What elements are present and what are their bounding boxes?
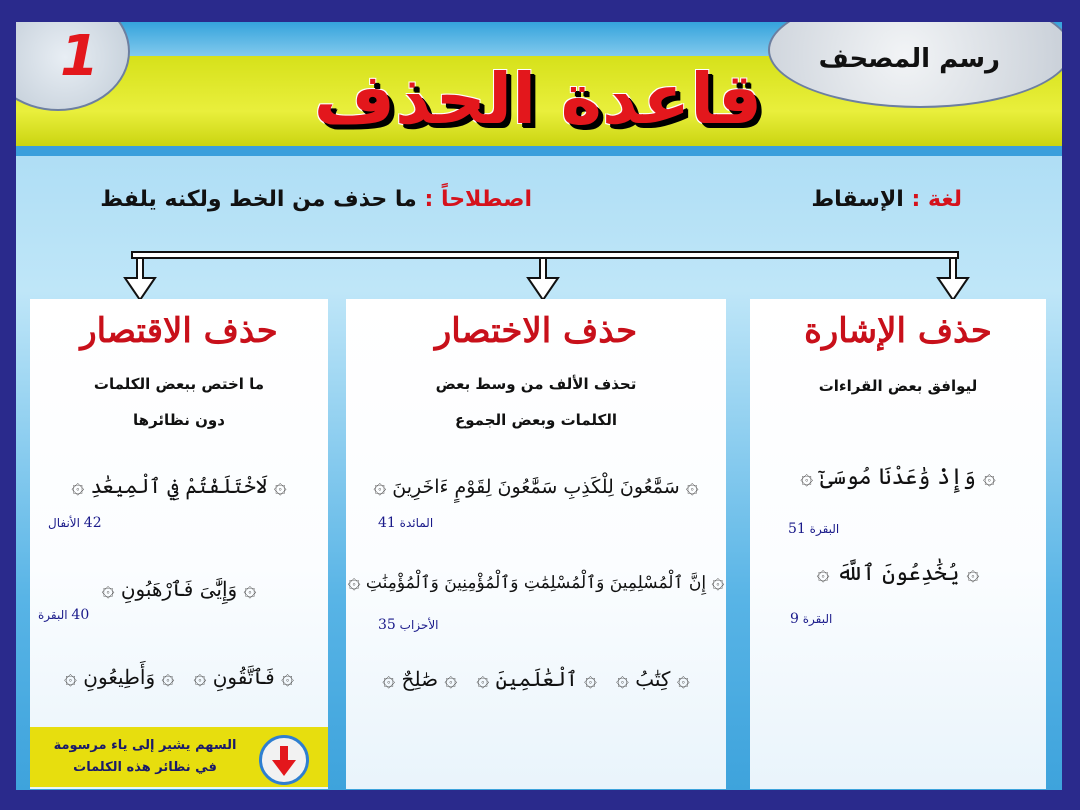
definition-language-value: الإسقاط <box>811 187 904 212</box>
verse-text: إِنَّ ٱلْمُسْلِمِينَ وَٱلْمُسْلِمَٰتِ وَٱلْمُؤْمِنِينَ وَٱلْمُؤْمِنَٰتِ <box>365 573 707 593</box>
ayah-number: 40 <box>71 607 90 623</box>
ornament-icon: ۞ <box>193 665 207 690</box>
arrow-note-line-1: السهم يشير إلى ياء مرسومة <box>53 738 237 753</box>
ornament-icon: ۞ <box>373 474 387 499</box>
arrow-note <box>30 727 328 787</box>
surah-name: الأحزاب <box>399 618 439 632</box>
ornament-icon: ۞ <box>281 665 294 690</box>
panel-iqtisar-title: حذف الاقتصار <box>80 311 278 351</box>
ornament-icon: ۞ <box>816 561 830 586</box>
panel-iqtisar-verse-2 <box>30 577 328 602</box>
panel-iqtisar-description-1: ما اختص ببعض الكلمات <box>93 375 265 393</box>
down-arrow-icon <box>259 735 309 785</box>
word-text: صَٰلِحٌ <box>401 667 439 691</box>
arrow-note-line-2: في نظائر هذه الكلمات <box>73 760 217 775</box>
ayah-number: 41 <box>378 515 396 531</box>
ayah-number: 51 <box>788 521 806 537</box>
panel-iqtisar <box>30 299 328 789</box>
ornament-icon: ۞ <box>243 577 257 602</box>
ornament-icon: ۞ <box>676 667 690 692</box>
panel-iqtisar-verse-1-ref <box>48 515 112 531</box>
panel-ishara <box>750 299 1046 789</box>
ornament-icon: ۞ <box>444 667 458 692</box>
ornament-icon: ۞ <box>161 665 175 690</box>
verse-text: يُخَٰدِعُونَ ٱللَّهَ <box>836 561 960 586</box>
word-text: فَٱتَّقُونِ <box>212 665 275 689</box>
panel-ikhtisar <box>346 299 726 789</box>
panel-iqtisar-words <box>30 665 328 690</box>
ornament-icon: ۞ <box>347 569 361 594</box>
ornament-icon: ۞ <box>71 474 85 499</box>
verse-text: وَإِذْ وَٰعَدْنَا مُوسَىٰٓ <box>820 465 976 490</box>
definition-language <box>811 187 962 212</box>
corner-label: رسم المصحف <box>818 44 1000 74</box>
ornament-icon: ۞ <box>101 577 115 602</box>
ornament-icon: ۞ <box>273 474 287 499</box>
word-text: وَأَطِيعُونِ <box>83 665 156 689</box>
ayah-number: 35 <box>378 617 396 633</box>
panel-iqtisar-description-2: دون نظائرها <box>133 411 225 429</box>
definition-language-label: لغة : <box>911 187 962 212</box>
verse-text: سَمَّٰعُونَ لِلْكَذِبِ سَمَّٰعُونَ لِقَوْمٍ ءَاخَرِينَ <box>392 476 680 498</box>
surah-name: البقرة <box>802 612 833 626</box>
arrow-left <box>125 258 155 300</box>
panel-iqtisar-verse-2-ref <box>38 607 99 623</box>
word-text: كِتَٰبُ <box>635 667 671 691</box>
arrow-right <box>938 258 968 300</box>
surah-name: الأنفال <box>48 516 80 530</box>
ornament-icon: ۞ <box>685 474 699 499</box>
ornament-icon: ۞ <box>382 667 396 692</box>
definition-term <box>100 187 532 212</box>
word-text: ٱلْعَٰلَمِينَ <box>495 667 578 691</box>
ornament-icon: ۞ <box>982 465 996 490</box>
panel-ikhtisar-verse-1-ref <box>364 515 433 531</box>
panel-ishara-title: حذف الإشارة <box>804 311 992 351</box>
surah-name: البقرة <box>809 522 840 536</box>
panel-ikhtisar-description-2: الكلمات وبعض الجموع <box>454 411 617 429</box>
arrow-middle <box>528 258 558 300</box>
panel-ikhtisar-words <box>346 667 726 692</box>
panel-ishara-verse-1 <box>750 465 1046 490</box>
definition-term-label: اصطلاحاً : <box>424 187 532 212</box>
ornament-icon: ۞ <box>476 667 490 692</box>
definition-term-value: ما حذف من الخط ولكنه يلفظ <box>100 187 417 212</box>
panel-iqtisar-verse-1 <box>30 474 328 499</box>
ornament-icon: ۞ <box>966 561 980 586</box>
verse-text: وَإِيَّٰىَ فَٱرْهَبُونِ <box>120 577 238 601</box>
ornament-icon: ۞ <box>584 667 597 692</box>
panel-ishara-verse-2 <box>750 561 1046 586</box>
branch-arrows <box>16 244 1062 304</box>
surah-name: المائدة <box>399 516 434 530</box>
panel-ishara-verse-1-ref <box>774 521 839 537</box>
ornament-icon: ۞ <box>64 665 77 690</box>
arrow-note-text <box>40 735 250 779</box>
ornament-icon: ۞ <box>711 569 725 594</box>
panel-ikhtisar-verse-2 <box>346 569 726 594</box>
verse-text: لَاخْتَلَفْتُمْ فِي ٱلْمِيعَٰدِ <box>90 474 268 498</box>
band-divider <box>16 146 1062 156</box>
slide-number: 1 <box>60 24 99 89</box>
ornament-icon: ۞ <box>800 465 814 490</box>
page-title: قاعدة الحذف <box>313 58 763 140</box>
panel-ikhtisar-verse-1 <box>346 474 726 499</box>
panel-ikhtisar-title: حذف الاختصار <box>434 311 638 351</box>
panel-ikhtisar-verse-2-ref <box>364 617 439 633</box>
ornament-icon: ۞ <box>616 667 629 692</box>
panel-ishara-description: ليوافق بعض القراءات <box>818 377 978 395</box>
ayah-number: 9 <box>790 611 799 627</box>
surah-name: البقرة <box>38 608 68 622</box>
panel-ishara-verse-2-ref <box>776 611 832 627</box>
ayah-number: 42 <box>83 515 102 531</box>
slide <box>16 22 1062 790</box>
panel-ikhtisar-description-1: تحذف الألف من وسط بعض <box>435 375 637 393</box>
